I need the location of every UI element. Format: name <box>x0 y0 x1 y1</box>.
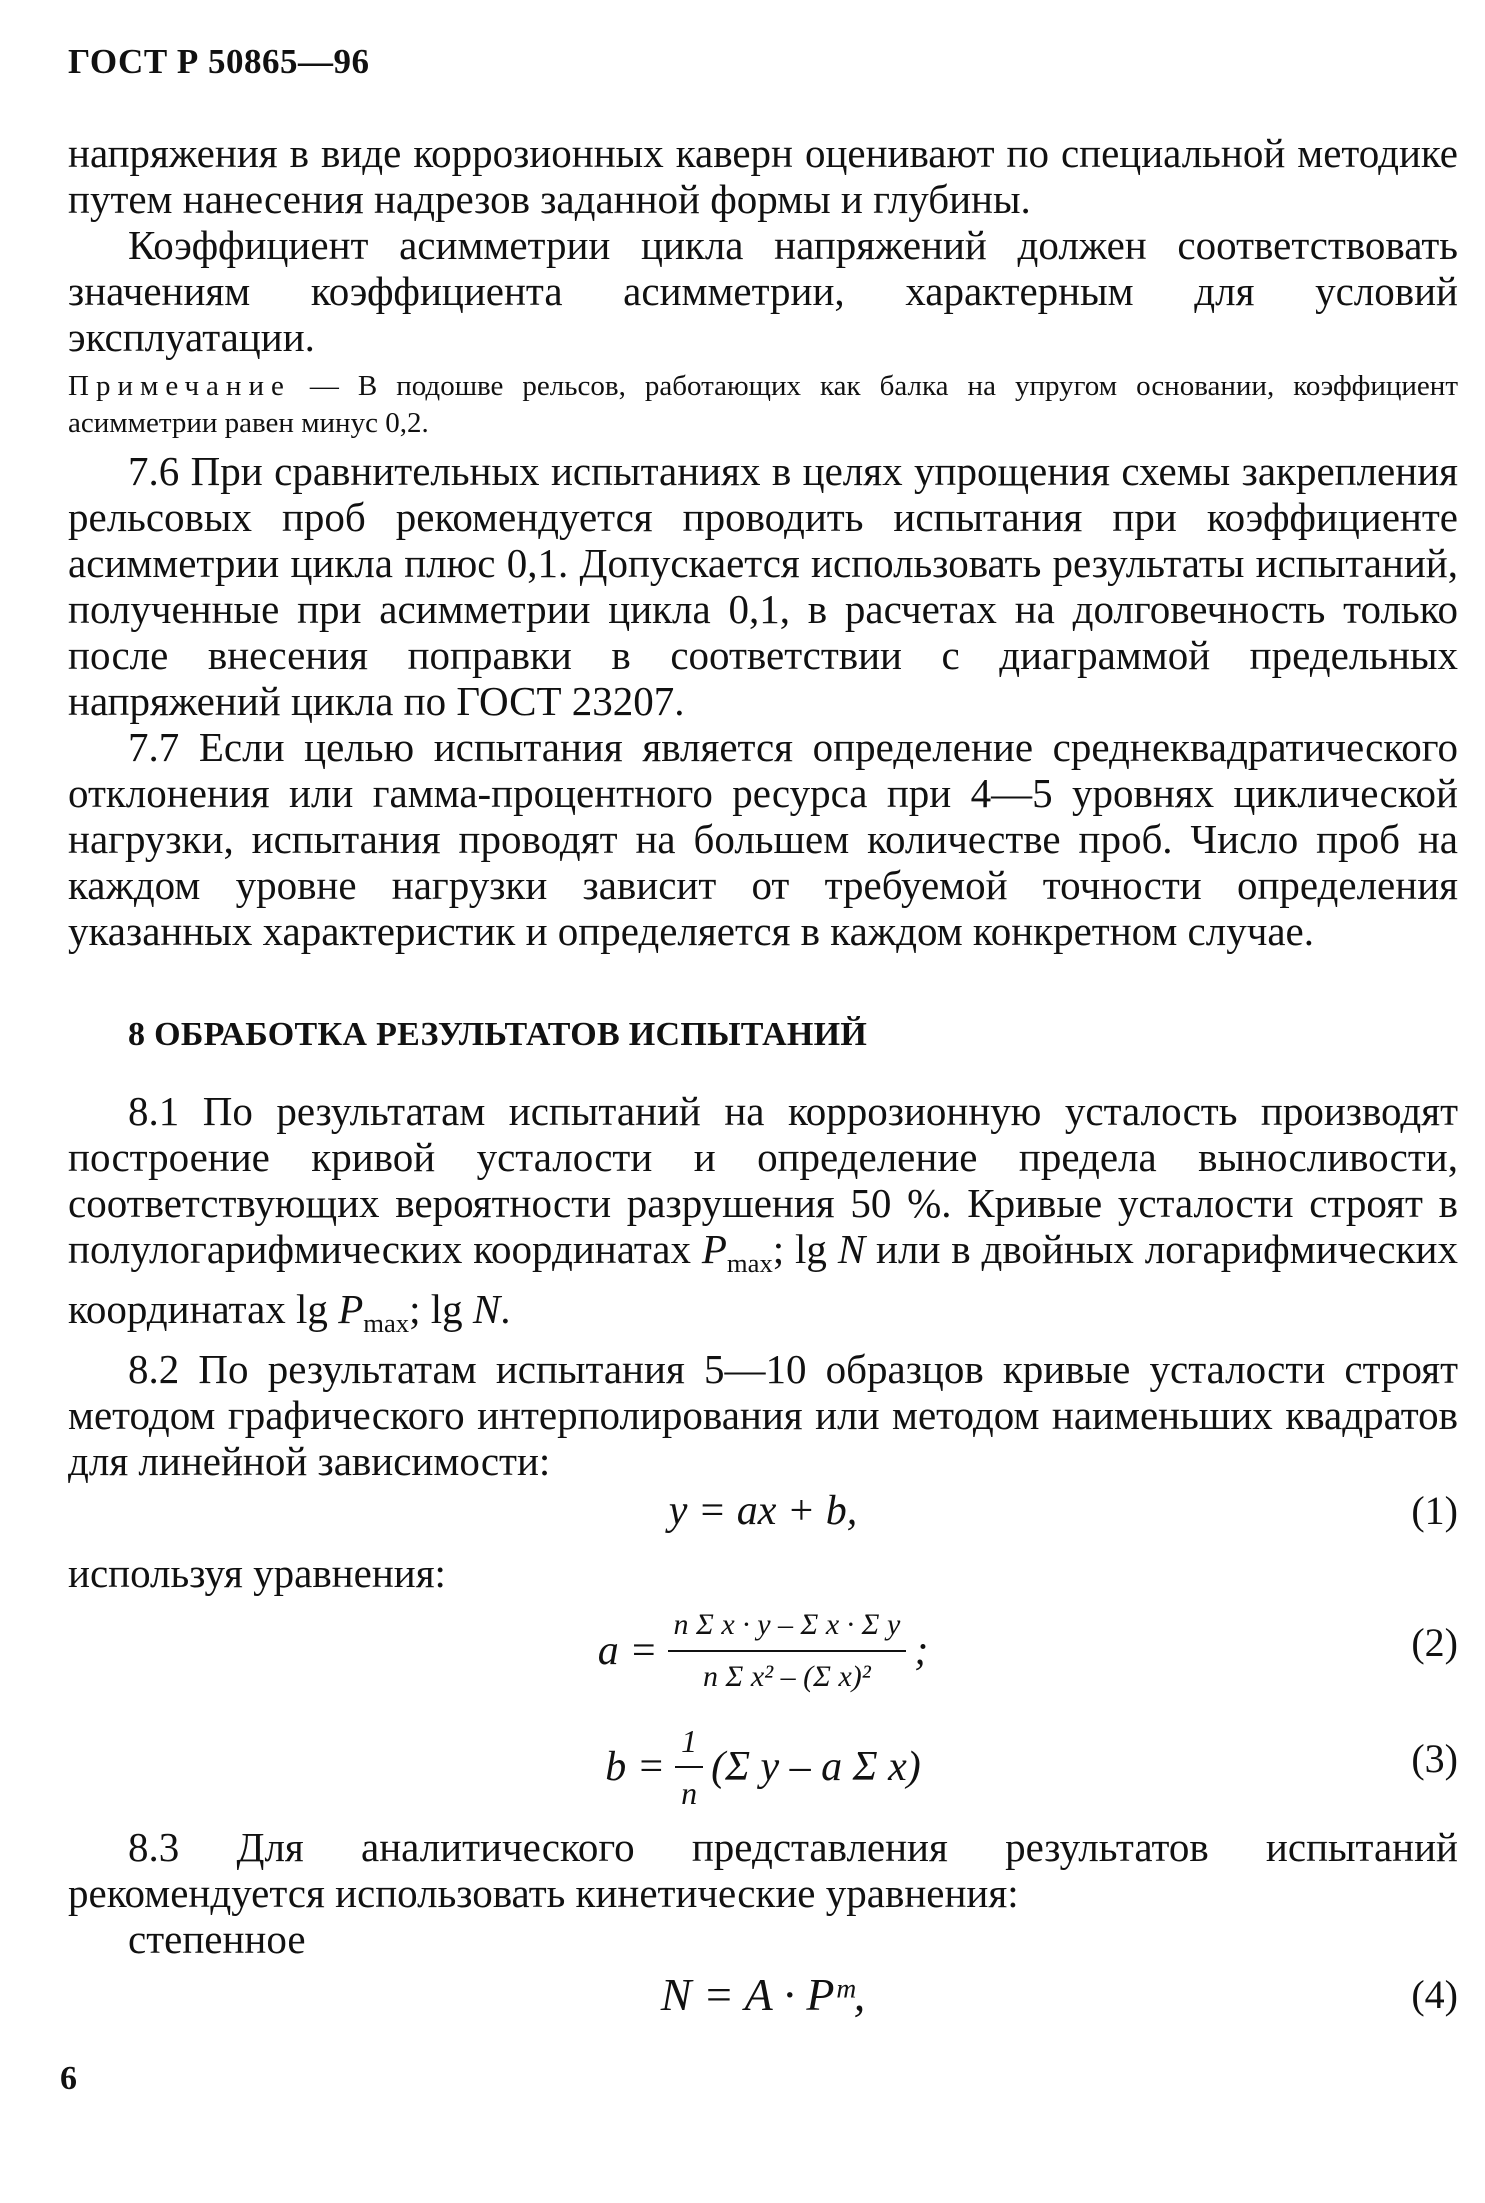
equation-4-number: (4) <box>1411 1972 1458 2018</box>
using-equations: используя уравнения: <box>68 1550 446 1597</box>
equation-1 <box>68 1488 1458 1550</box>
equation-2-fraction <box>668 1602 907 1700</box>
page-number: 6 <box>60 2060 77 2097</box>
equation-3 <box>68 1718 1458 1814</box>
equation-4 <box>68 1969 1458 2042</box>
paragraph-8-1 <box>68 1088 1458 1346</box>
equation-2-tail: ; <box>914 1628 929 1675</box>
equation-3-body <box>68 1718 1458 1816</box>
equation-3-fraction <box>675 1718 703 1816</box>
p81-sub-1: max <box>726 1248 773 1279</box>
paragraph-asymmetry: Коэффициент асимметрии цикла напряжений должен соответствовать значениям коэффициента асимметрии, характерным для условий эксплуатации. <box>68 222 1458 360</box>
section-8-heading: 8 ОБРАБОТКА РЕЗУЛЬТАТОВ ИСПЫТАНИЙ <box>128 1016 868 1053</box>
equation-2-lhs: a = <box>597 1628 658 1675</box>
equation-2-numerator: n Σ x · y – Σ x · Σ y <box>668 1602 907 1652</box>
p81-n-1: N <box>837 1226 866 1272</box>
equation-2-number: (2) <box>1411 1620 1458 1666</box>
p81-text-e: . <box>500 1286 511 1333</box>
p81-text-c: или в двойных логарифмических координатах lg <box>68 1226 1458 1333</box>
p81-pmax-2: P <box>338 1286 364 1333</box>
paragraph-7-7: 7.7 Если целью испытания является определение среднеквадратического отклонения или гамма-процентного ресурса при 4—5 уровнях циклической нагрузки, испытания проводят на большем количестве проб. Число проб на каждом уровне нагрузки зависит от требуемой точности определения указанных характеристик и определяется в каждом конкретном случае. <box>68 724 1458 954</box>
equation-3-number: (3) <box>1411 1736 1458 1782</box>
p81-text-d: ; lg <box>409 1286 473 1333</box>
equation-2-body <box>68 1602 1458 1700</box>
note-lead: Примечание <box>68 370 291 402</box>
standard-header: ГОСТ Р 50865—96 <box>68 42 370 81</box>
equation-1-formula: y = ax + b, <box>668 1488 858 1535</box>
note-text: — В подошве рельсов, работающих как балка на упругом основании, коэффициент асимметрии равен минус 0,2. <box>68 370 1458 439</box>
p81-pmax-1: P <box>701 1226 727 1272</box>
equation-3-lhs: b = <box>605 1744 666 1791</box>
equation-3-numerator: 1 <box>675 1718 703 1768</box>
p81-text-a: 8.1 По результатам испытаний на коррозионную усталость производят построение кривой усталости и определение предела выносливости, соответствующих вероятности разрушения 50 %. Кривые усталости строят в полулогарифмических координатах <box>68 1088 1458 1272</box>
document-body <box>68 130 1458 2042</box>
p81-n-2: N <box>472 1286 501 1333</box>
p81-sub-2: max <box>363 1308 410 1339</box>
equation-3-denominator: n <box>681 1775 698 1812</box>
p81-text-b: ; lg <box>772 1226 838 1272</box>
paragraph-continuation: напряжения в виде коррозионных каверн оценивают по специальной методике путем нанесения надрезов заданной формы и глубины. <box>68 130 1458 222</box>
equation-4-formula: N = A · Pᵐ, <box>660 1969 866 2021</box>
paragraph-8-2: 8.2 По результатам испытания 5—10 образцов кривые усталости строят методом графического интерполирования или методом наименьших квадратов для линейной зависимости: <box>68 1346 1458 1485</box>
equation-2 <box>68 1598 1458 1708</box>
equation-3-rhs: (Σ y – a Σ x) <box>711 1744 921 1791</box>
power-label: степенное <box>128 1916 306 1963</box>
equation-2-denominator: n Σ x² – (Σ x)² <box>703 1660 871 1694</box>
paragraph-8-3: 8.3 Для аналитического представления результатов испытаний рекомендуется использовать кинетические уравнения: <box>68 1824 1458 1917</box>
equation-1-number: (1) <box>1411 1488 1458 1534</box>
note <box>68 368 1458 442</box>
paragraph-7-6: 7.6 При сравнительных испытаниях в целях упрощения схемы закрепления рельсовых проб рекомендуется проводить испытания при коэффициенте асимметрии цикла плюс 0,1. Допускается использовать результаты испытаний, полученные при асимметрии цикла 0,1, в расчетах на долговечность только после внесения поправки в соответствии с диаграммой предельных напряжений цикла по ГОСТ 23207. <box>68 448 1458 724</box>
